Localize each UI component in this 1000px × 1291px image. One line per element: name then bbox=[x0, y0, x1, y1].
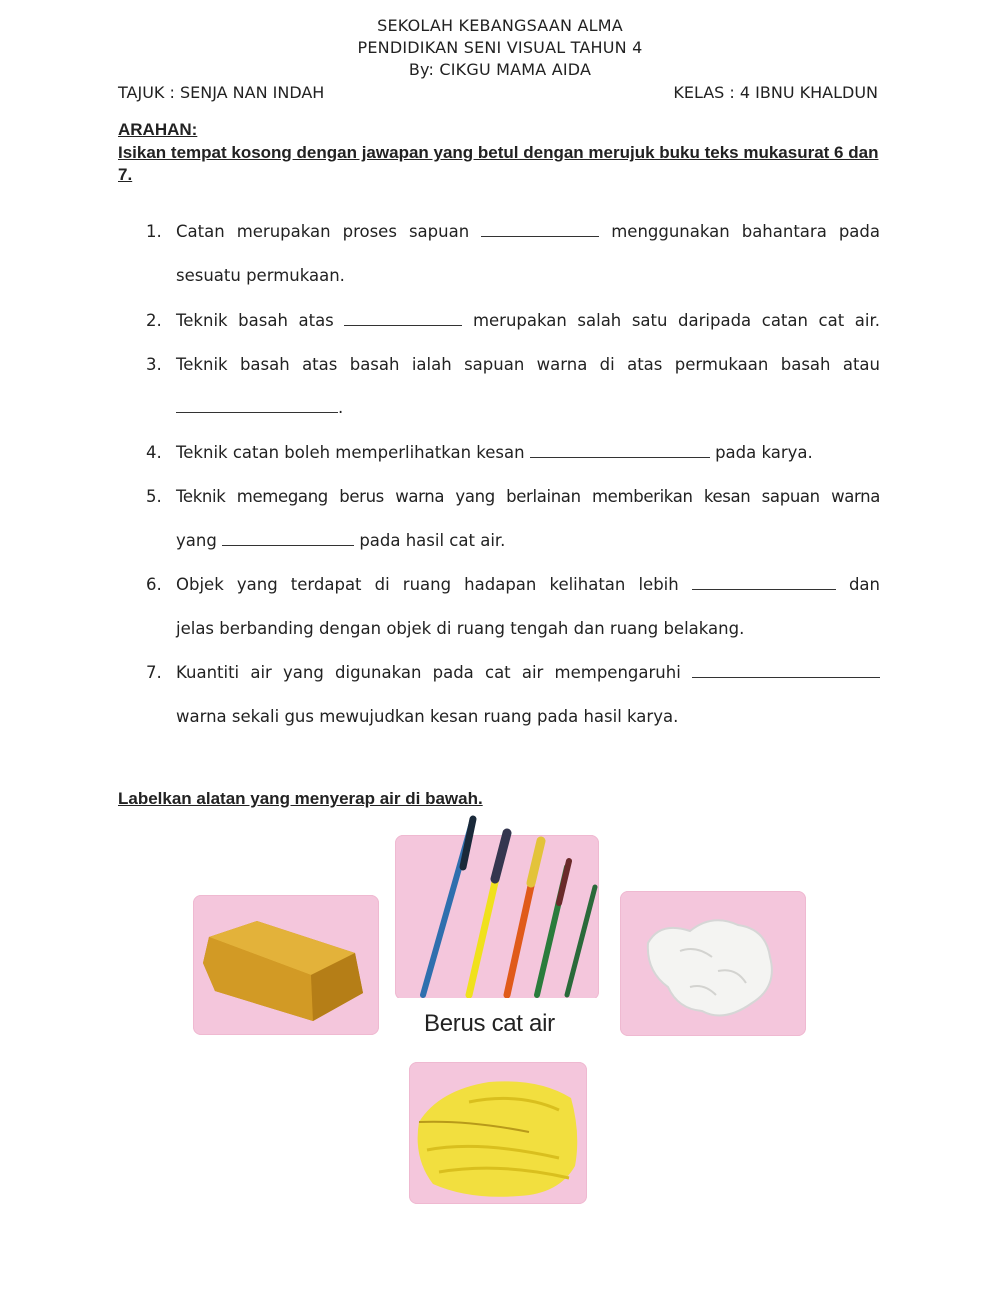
brush-card[interactable] bbox=[395, 835, 599, 1000]
answer-blank[interactable] bbox=[481, 222, 599, 237]
cloth-image bbox=[409, 1062, 587, 1204]
brush-caption: Berus cat air bbox=[424, 1010, 555, 1037]
sponge-card[interactable] bbox=[193, 895, 379, 1035]
question-text: jelas berbanding dengan objek di ruang tengah dan ruang belakang. bbox=[176, 619, 745, 638]
question-text: . bbox=[338, 398, 344, 417]
question-number: 5. bbox=[146, 487, 162, 506]
question-text: sesuatu permukaan. bbox=[176, 266, 345, 285]
question-number: 1. bbox=[146, 222, 162, 241]
question-text: Teknik memegang berus warna yang berlainan memberikan kesan sapuan warna bbox=[176, 487, 880, 506]
question-text: Teknik catan boleh memperlihatkan kesan bbox=[176, 443, 525, 462]
cotton-image bbox=[620, 891, 806, 1036]
question-text: pada karya. bbox=[715, 443, 813, 462]
sponge-image bbox=[193, 895, 379, 1035]
question-text: dan bbox=[848, 575, 880, 594]
school-name: SEKOLAH KEBANGSAAN ALMA bbox=[377, 16, 623, 35]
answer-blank[interactable] bbox=[176, 398, 338, 413]
question-text: menggunakan bahantara pada bbox=[611, 222, 881, 241]
topic-label: TAJUK : SENJA NAN INDAH bbox=[118, 83, 325, 102]
answer-blank[interactable] bbox=[222, 531, 354, 546]
question-number: 4. bbox=[146, 443, 162, 462]
question-text: Teknik basah atas bbox=[176, 311, 334, 330]
instructions-text: Isikan tempat kosong dengan jawapan yang betul dengan merujuk buku teks mukasurat 6 dan 7. bbox=[118, 143, 879, 184]
class-label: KELAS : 4 IBNU KHALDUN bbox=[673, 83, 878, 102]
subject-title: PENDIDIKAN SENI VISUAL TAHUN 4 bbox=[357, 38, 643, 57]
section-heading: Labelkan alatan yang menyerap air di bawah. bbox=[118, 789, 483, 808]
answer-blank[interactable] bbox=[692, 575, 836, 590]
question-text: Objek yang terdapat di ruang hadapan kelihatan lebih bbox=[176, 575, 679, 594]
question-number: 2. bbox=[146, 311, 162, 330]
answer-blank[interactable] bbox=[344, 311, 462, 326]
question-text: Catan merupakan proses sapuan bbox=[176, 222, 470, 241]
question-text: merupakan salah satu daripada catan cat air. bbox=[472, 311, 880, 330]
answer-blank[interactable] bbox=[692, 663, 880, 678]
question-text: warna sekali gus mewujudkan kesan ruang pada hasil karya. bbox=[176, 707, 679, 726]
instructions-heading: ARAHAN: bbox=[118, 120, 198, 139]
question-text: Teknik basah atas basah ialah sapuan warna di atas permukaan basah atau bbox=[176, 355, 880, 374]
question-text: Kuantiti air yang digunakan pada cat air mempengaruhi bbox=[176, 663, 681, 682]
question-text: yang bbox=[176, 531, 217, 550]
question-number: 3. bbox=[146, 355, 162, 374]
cloth-card[interactable] bbox=[409, 1062, 587, 1204]
question-text: pada hasil cat air. bbox=[359, 531, 506, 550]
cotton-card[interactable] bbox=[620, 891, 806, 1036]
author-line: By: CIKGU MAMA AIDA bbox=[408, 60, 592, 79]
question-number: 7. bbox=[146, 663, 162, 682]
paintbrush-image bbox=[395, 817, 599, 1017]
answer-blank[interactable] bbox=[530, 443, 710, 458]
question-number: 6. bbox=[146, 575, 162, 594]
